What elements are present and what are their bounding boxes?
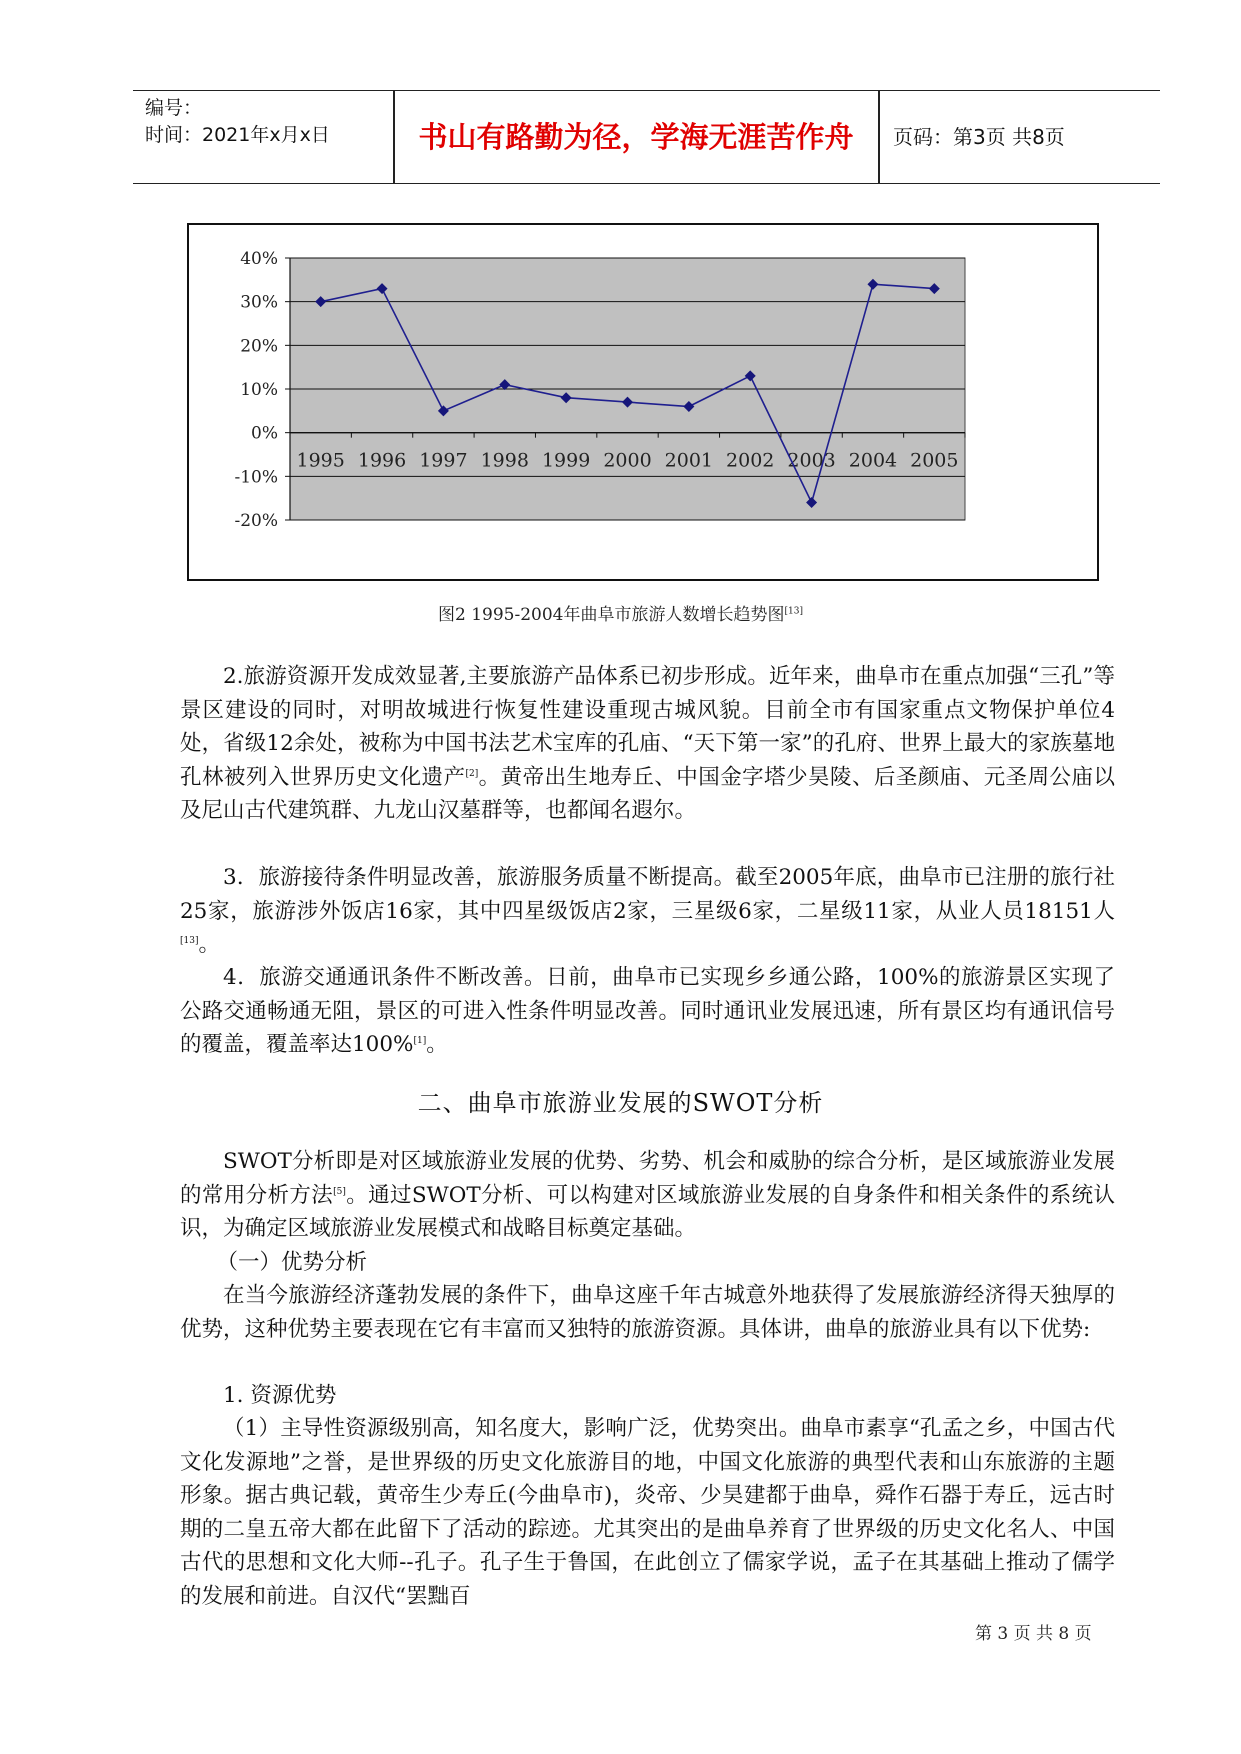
paragraph: （1）主导性资源级别高，知名度大，影响广泛，优势突出。曲阜市素享“孔孟之乡，中国古代文化发源地”之誉，是世界级的历史文化旅游目的地，中国文化旅游的典型代表和山东旅游的主题形象。据古典记载，黄帝生少寿丘(今曲阜市)，炎帝、少昊建都于曲阜，舜作石器于寿丘，远古时期的二皇五帝大都在此留下了活动的踪迹。尤其突出的是曲阜养育了世界级的历史文化名人、中国古代的思想和文化大师--孔子。孔子生于鲁国，在此创立了儒家学说，孟子在其基础上推动了儒学的发展和前进。自汉代“罢黜百 [180, 1416, 1115, 1609]
x-tick-label: 2003 [787, 449, 836, 472]
paragraph [180, 1145, 1115, 1246]
paragraph [180, 861, 1115, 962]
paragraph-text: 。黄帝出生地寿丘、中国金字塔少昊陵、后圣颜庙、元圣周公庙以及尼山古代建筑群、九龙山汉墓群等，也都闻名遐尔。 [180, 764, 1115, 823]
page-footer: 第 3 页 共 8 页 [975, 1624, 1092, 1644]
paragraph-text: 。 [198, 932, 220, 957]
header-motto: 书山有路勤为径，学海无涯苦作舟 [418, 120, 854, 154]
citation: [1] [413, 1035, 427, 1046]
y-tick-label: 10% [240, 380, 278, 400]
header-divider [878, 91, 880, 183]
caption-text: 图2 1995-2004年曲阜市旅游人数增长趋势图 [438, 605, 785, 625]
x-tick-label: 2000 [603, 449, 652, 472]
header-time: 时间：2021年x月x日 [145, 124, 330, 146]
paragraph-text: 2.旅游资源开发成效显著,主要旅游产品体系已初步形成。近年来，曲阜市在重点加强“三孔”等景区建设的同时，对明故城进行恢复性建设重现古城风貌。目前全市有国家重点文物保护单位4处，省级12余处，被称为中国书法艺术宝库的孔庙、“天下第一家”的孔府、世界上最大的家族墓地孔林被列入世界历史文化遗产 [180, 664, 1115, 790]
line-chart [189, 225, 1097, 579]
x-tick-label: 2002 [726, 449, 775, 472]
citation: [13] [180, 935, 199, 946]
page-header [133, 90, 1160, 184]
x-tick-label: 1995 [296, 449, 345, 472]
chart-frame [187, 223, 1099, 581]
figure-caption [0, 600, 1241, 625]
x-tick-label: 1998 [480, 449, 529, 472]
paragraph: 在当今旅游经济蓬勃发展的条件下，曲阜这座千年古城意外地获得了发展旅游经济得天独厚的优势，这种优势主要表现在它有丰富而又独特的旅游资源。具体讲，曲阜的旅游业具有以下优势: [180, 1283, 1115, 1342]
x-tick-label: 2005 [910, 449, 959, 472]
y-tick-label: 30% [240, 292, 278, 313]
paragraph-text: SWOT分析即是对区域旅游业发展的优势、劣势、机会和威胁的综合分析，是区域旅游业发展的常用分析方法 [180, 1149, 1115, 1208]
subsection-title: 1. 资源优势 [223, 1383, 337, 1408]
x-tick-label: 2001 [664, 449, 714, 472]
paragraph-text: 4．旅游交通通讯条件不断改善。日前，曲阜市已实现乡乡通公路，100%的旅游景区实现了公路交通畅通无阻，景区的可进入性条件明显改善。同时通讯业发展迅速，所有景区均有通讯信号的覆盖，覆盖率达100% [180, 965, 1115, 1057]
y-tick-label: -10% [234, 467, 278, 488]
paragraph-text: 。通过SWOT分析、可以构建对区域旅游业发展的自身条件和相关条件的系统认识，为确定区域旅游业发展模式和战略目标奠定基础。 [180, 1182, 1115, 1241]
x-tick-label: 1997 [419, 449, 468, 472]
paragraph-text: 3．旅游接待条件明显改善，旅游服务质量不断提高。截至2005年底，曲阜市已注册的旅行社25家，旅游涉外饭店16家，其中四星级饭店2家，三星级6家，二星级11家，从业人员18151人 [180, 865, 1115, 924]
paragraph [180, 660, 1115, 828]
y-tick-label: -20% [234, 511, 278, 531]
x-tick-label: 2004 [848, 449, 898, 472]
y-tick-label: 40% [240, 249, 278, 269]
paragraph [180, 961, 1115, 1062]
y-tick-label: 0% [251, 423, 278, 444]
x-tick-label: 1996 [357, 449, 407, 472]
citation: [5] [333, 1186, 346, 1197]
subsection-title: （一）优势分析 [216, 1250, 368, 1275]
citation: [2] [465, 768, 479, 779]
header-page-number: 页码：第3页 共8页 [893, 125, 1065, 149]
header-meta [145, 91, 392, 183]
caption-ref: [13] [784, 606, 803, 617]
header-number: 编号： [145, 97, 203, 119]
y-tick-label: 20% [240, 336, 278, 357]
x-tick-label: 1999 [541, 449, 591, 472]
paragraph-text: 。 [426, 1032, 448, 1057]
section-title: 二、曲阜市旅游业发展的SWOT分析 [417, 1089, 824, 1117]
